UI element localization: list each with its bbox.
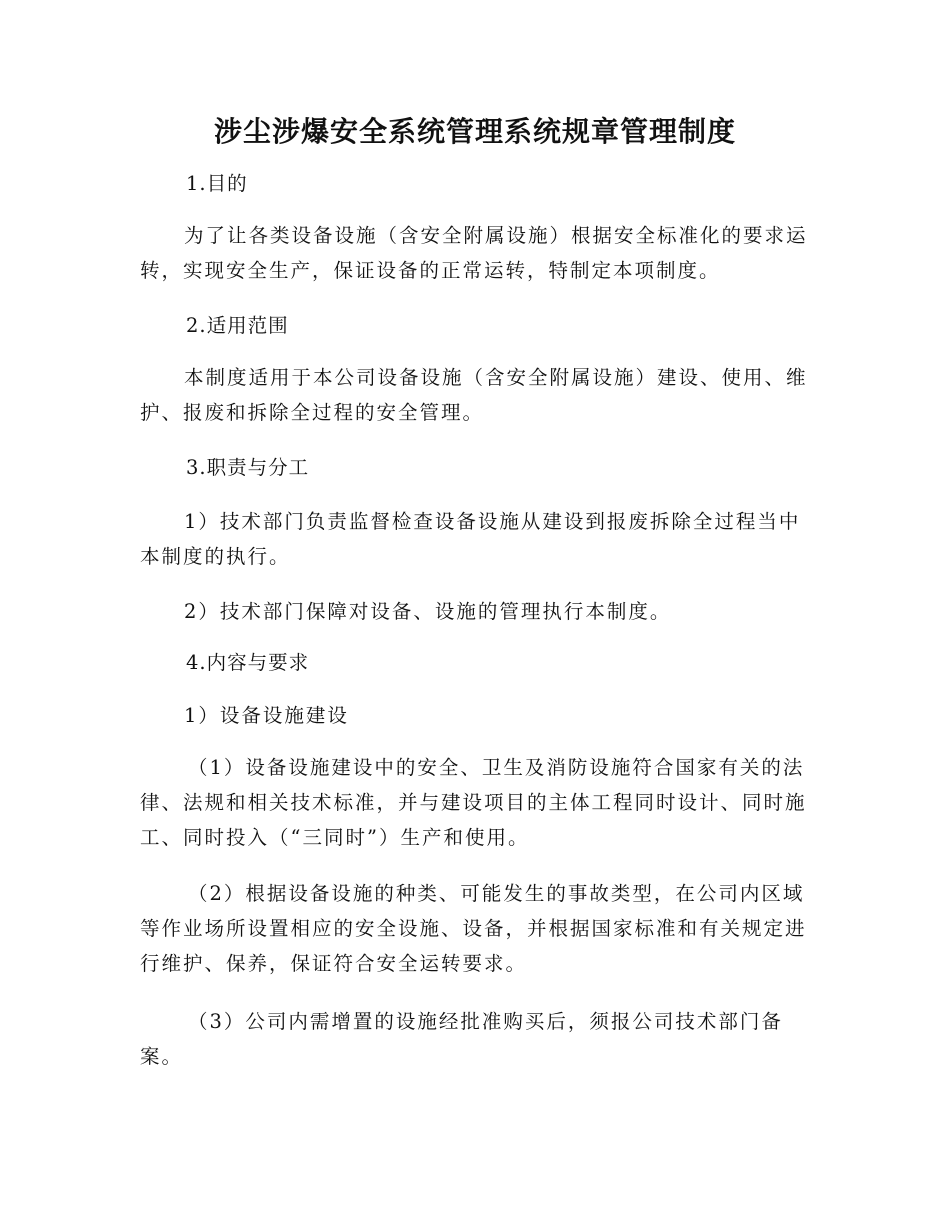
paragraph-content-1-2: （2）根据设备设施的种类、可能发生的事故类型，在公司内区域等作业场所设置相应的安全设施、设备，并根据国家标准和有关规定进行维护、保养，保证符合安全运转要求。 <box>140 882 807 975</box>
paragraph-duty-1: 1）技术部门负责监督检查设备设施从建设到报废拆除全过程当中本制度的执行。 <box>140 510 801 568</box>
paragraph-scope: 本制度适用于本公司设备设施（含安全附属设施）建设、使用、维护、报废和拆除全过程的安全管理。 <box>140 366 808 424</box>
paragraph-content-1-1: （1）设备设施建设中的安全、卫生及消防设施符合国家有关的法律、法规和相关技术标准，并与建设项目的主体工程同时设计、同时施工、同时投入（“三同时”）生产和使用。 <box>140 756 807 849</box>
section-heading-duties: 3.职责与分工 <box>186 456 310 479</box>
document-title: 涉尘涉爆安全系统管理系统规章管理制度 <box>213 115 736 148</box>
section-heading-purpose: 1.目的 <box>186 172 248 195</box>
paragraph-duty-2: 2）技术部门保障对设备、设施的管理执行本制度。 <box>184 600 672 623</box>
paragraph-content-1: 1）设备设施建设 <box>184 704 349 727</box>
section-heading-scope: 2.适用范围 <box>186 314 289 337</box>
paragraph-content-1-3: （3）公司内需增置的设施经批准购买后，须报公司技术部门备案。 <box>140 1010 783 1068</box>
paragraph-purpose: 为了让各类设备设施（含安全附属设施）根据安全标准化的要求运转，实现安全生产，保证设备的正常运转，特制定本项制度。 <box>140 224 808 282</box>
section-heading-content: 4.内容与要求 <box>186 651 310 674</box>
